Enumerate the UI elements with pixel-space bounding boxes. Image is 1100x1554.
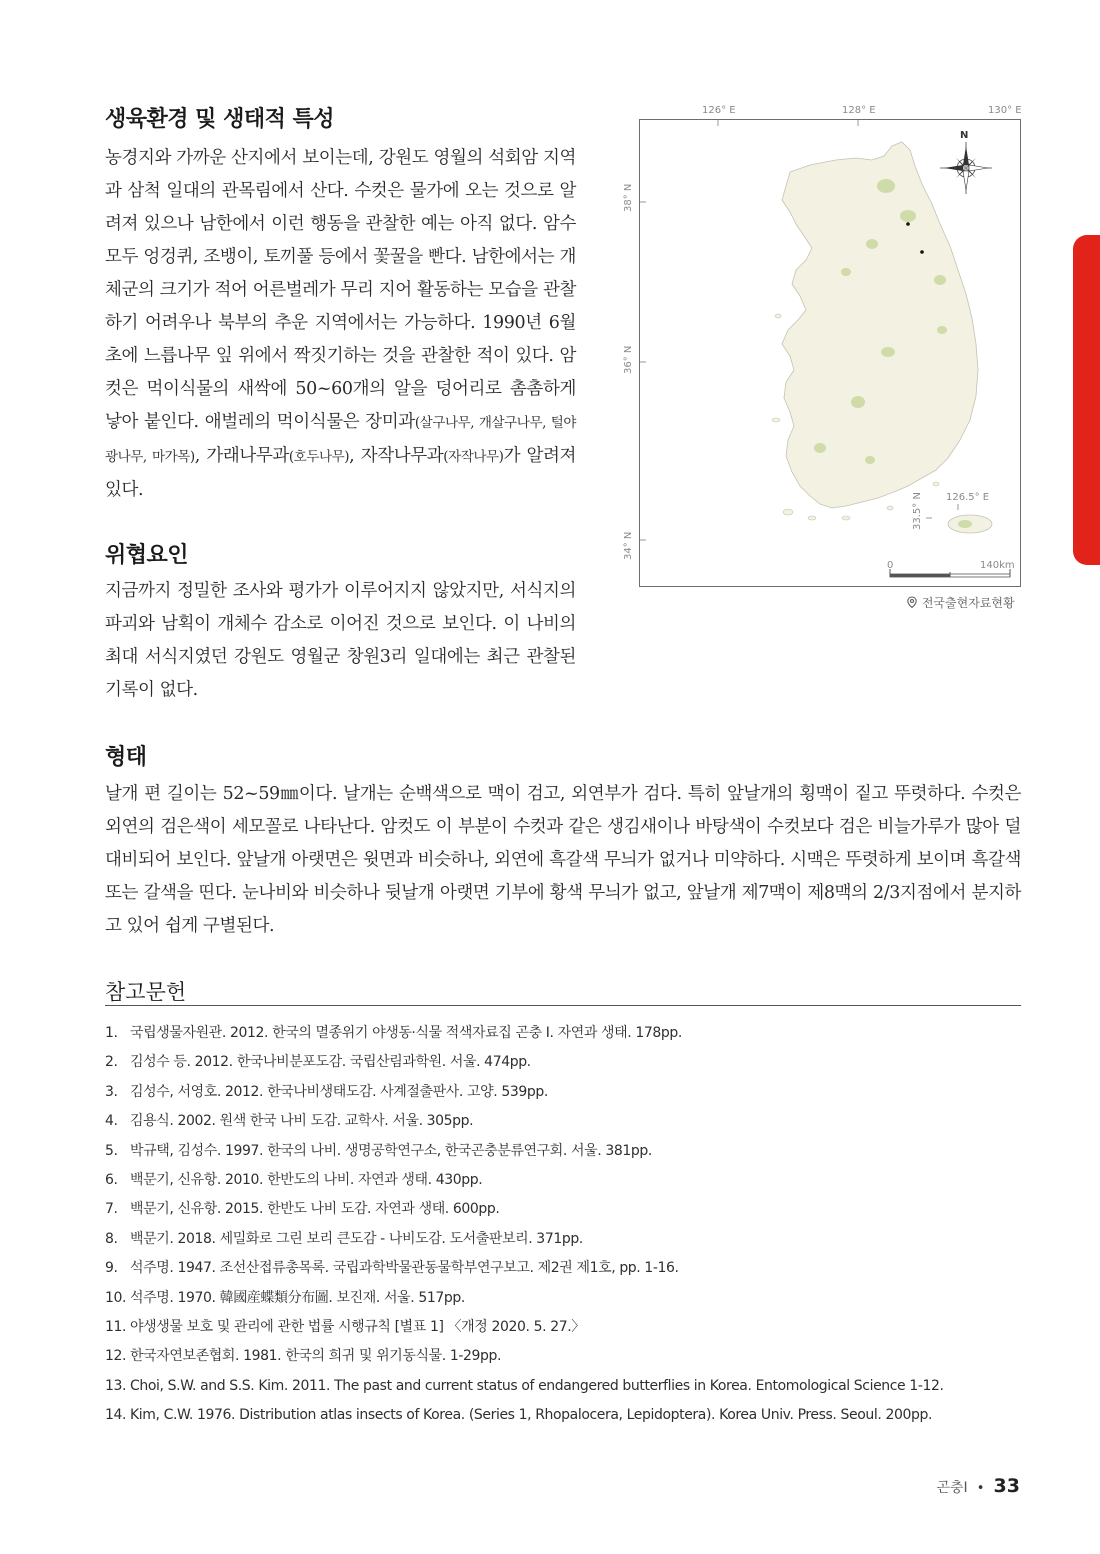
map-lat-label-36: 36° N (623, 345, 634, 374)
reference-text: 김성수 등. 2012. 한국나비분포도감. 국립산림과학원. 서울. 474pp. (130, 1054, 531, 1071)
reference-item (105, 1284, 1021, 1313)
reference-number: 8. (105, 1230, 118, 1247)
reference-number: 10. (105, 1289, 127, 1306)
references-heading: 참고문헌 (105, 980, 187, 1004)
habitat-plant-list-betulaceae: (자작나무) (443, 449, 504, 465)
reference-text: Kim, C.W. 1976. Distribution atlas insects of Korea. (Series 1, Rhopalocera, Lepidoptera). Korea Univ. Press. Seoul. 200pp. (130, 1407, 932, 1424)
reference-text: 김성수, 서영호. 2012. 한국나비생태도감. 사계절출판사. 고양. 539pp. (130, 1083, 548, 1100)
korea-landmass (782, 142, 978, 508)
reference-text: 국립생물자원관. 2012. 한국의 멸종위기 야생동·식물 적색자료집 곤충 I. 자연과 생태. 178pp. (130, 1025, 682, 1041)
references-list (105, 1019, 1021, 1431)
reference-number: 5. (105, 1142, 118, 1159)
reference-item (105, 1401, 1021, 1430)
habitat-text-end: 가 알려져 있다. (105, 446, 576, 500)
chapter-side-tab (1073, 235, 1100, 565)
reference-number: 4. (105, 1113, 118, 1130)
reference-item (105, 1342, 1021, 1371)
map-inset-lon-label: 126.5° E (946, 492, 990, 503)
reference-item (105, 1078, 1021, 1107)
habitat-text: 농경지와 가까운 산지에서 보이는데, 강원도 영월의 석회암 지역과 삼척 일대의 관목림에서 산다. 수컷은 물가에 오는 것으로 알려져 있으나 남한에서 이런 행동을 관찰한 예는 아직 없다. 암수 모두 엉겅퀴, 조뱅이, 토끼풀 등에서 꽃꿀을 빤다. 남한에서는 개체군의 크기가 적어 어른벌레가 무리 지어 활동하는 모습을 관찰하기 어려우나 북부의 추운 지역에서는 가능하다. 1990년 6월 초에 느릅나무 잎 위에서 짝짓기하는 것을 관찰한 적이 있다. 암컷은 먹이식물의 새싹에 50~60개의 알을 덩어리로 촘촘하게 낳아 붙인다. 애벌레의 먹이식물은 장미과 (105, 148, 576, 432)
reference-number: 6. (105, 1172, 118, 1189)
habitat-plant-list-juglandaceae: (호두나무) (288, 449, 350, 465)
reference-item (105, 1313, 1021, 1342)
reference-text: 백문기, 신유항. 2015. 한반도 나비 도감. 자연과 생태. 600pp. (130, 1201, 500, 1218)
reference-text: 야생생물 보호 및 관리에 관한 법률 시행규칙 [별표 1] 〈개정 2020. 5. 27.〉 (130, 1319, 585, 1336)
reference-number: 1. (105, 1025, 118, 1041)
reference-item (105, 1372, 1021, 1401)
reference-item (105, 1137, 1021, 1166)
location-pin-icon (906, 596, 918, 609)
reference-number: 13. (105, 1377, 127, 1394)
reference-number: 3. (105, 1083, 118, 1100)
reference-text: 석주명. 1947. 조선산접류총목록. 국립과학박물관동물학부연구보고. 제2권 제1호, pp. 1-16. (130, 1260, 679, 1277)
habitat-paragraph (105, 142, 576, 507)
compass-rose-icon (940, 142, 992, 194)
morphology-paragraph: 날개 편 길이는 52~59㎜이다. 날개는 순백색으로 맥이 검고, 외연부가 검다. 특히 앞날개의 횡맥이 짙고 뚜렷하다. 수컷은 외연의 검은색이 세모꼴로 나타난다. 암컷도 이 부분이 수컷과 같은 생김새이나 바탕색이 수컷보다 검은 비늘가루가 많아 덜 대비되어 보인다. 앞날개 아랫면은 윗면과 비슷하나, 외연에 흑갈색 무늬가 없거나 미약하다. 시맥은 뚜렷하게 보이며 흑갈색 또는 갈색을 띤다. 눈나비와 비슷하나 뒷날개 아랫면 기부에 황색 무늬가 없고, 앞날개 제7맥이 제8맥의 2/3지점에서 분지하고 있어 쉽게 구별된다. (105, 784, 1021, 936)
distribution-map (623, 119, 1021, 587)
map-legend-label: 전국출현자료현황 (921, 596, 1015, 610)
reference-text: 석주명. 1970. 韓國産蝶類分布圖. 보진재. 서울. 517pp. (130, 1289, 465, 1306)
page-number: 33 (993, 1475, 1020, 1497)
record-point (920, 250, 924, 254)
habitat-text-betulaceae: , 자작나무과 (349, 446, 444, 466)
reference-item (105, 1225, 1021, 1254)
reference-text: 박규택, 김성수. 1997. 한국의 나비. 생명공학연구소, 한국곤충분류연구회. 서울. 381pp. (130, 1142, 652, 1159)
footer-bullet: • (976, 1481, 985, 1496)
map-north-label: N (960, 130, 969, 141)
section-heading-threats: 위협요인 (105, 543, 189, 568)
reference-number: 11. (105, 1319, 127, 1336)
reference-number: 14. (105, 1407, 127, 1424)
reference-item (105, 1048, 1021, 1077)
map-legend (906, 594, 1015, 611)
reference-item (105, 1254, 1021, 1283)
reference-item (105, 1019, 1021, 1048)
map-canvas (640, 120, 1020, 586)
footer-section-label: 곤충Ⅰ (936, 1480, 968, 1496)
inset-ticks (926, 504, 958, 518)
map-lon-label-128: 128° E (842, 105, 876, 116)
reference-text: Choi, S.W. and S.S. Kim. 2011. The past and current status of endangered butterflies in Korea. Entomological Science 1-12. (130, 1377, 944, 1394)
reference-item (105, 1195, 1021, 1224)
references-divider (105, 1005, 1021, 1006)
page-footer (937, 1475, 1021, 1497)
habitat-plant-list-rosaceae: (살구나무, 개살구나무, 털야광나무, 마가목) (105, 415, 576, 465)
reference-item (105, 1107, 1021, 1136)
reference-text: 한국자연보존협회. 1981. 한국의 희귀 및 위기동식물. 1-29pp. (130, 1348, 502, 1365)
reference-text: 백문기, 신유항. 2010. 한반도의 나비. 자연과 생태. 430pp. (130, 1172, 483, 1189)
map-scale-start: 0 (887, 560, 894, 571)
map-lat-label-34: 34° N (623, 531, 634, 560)
reference-number: 2. (105, 1054, 118, 1071)
map-lon-label-130: 130° E (988, 105, 1022, 116)
threats-paragraph: 지금까지 정밀한 조사와 평가가 이루어지지 않았지만, 서식지의 파괴와 남획이 개체수 감소로 이어진 것으로 보인다. 이 나비의 최대 서식지였던 강원도 영월군 창원3리 일대에는 최근 관찰된 기록이 없다. (105, 581, 576, 700)
reference-text: 백문기. 2018. 세밀화로 그린 보리 큰도감 - 나비도감. 도서출판보리. 371pp. (130, 1230, 583, 1247)
section-heading-morphology: 형태 (105, 745, 147, 770)
map-scale-end: 140km (980, 560, 1015, 571)
map-lon-label-126: 126° E (702, 105, 736, 116)
map-lat-label-38: 38° N (623, 183, 634, 212)
reference-number: 7. (105, 1201, 118, 1218)
record-point (906, 222, 910, 226)
reference-number: 9. (105, 1260, 118, 1277)
habitat-text-juglandaceae: , 가래나무과 (194, 446, 289, 466)
map-inset-lat-label: 33.5° N (912, 492, 923, 530)
reference-text: 김용식. 2002. 원색 한국 나비 도감. 교학사. 서울. 305pp. (130, 1113, 474, 1130)
reference-item (105, 1166, 1021, 1195)
reference-number: 12. (105, 1348, 127, 1365)
section-heading-habitat: 생육환경 및 생태적 특성 (105, 107, 334, 132)
